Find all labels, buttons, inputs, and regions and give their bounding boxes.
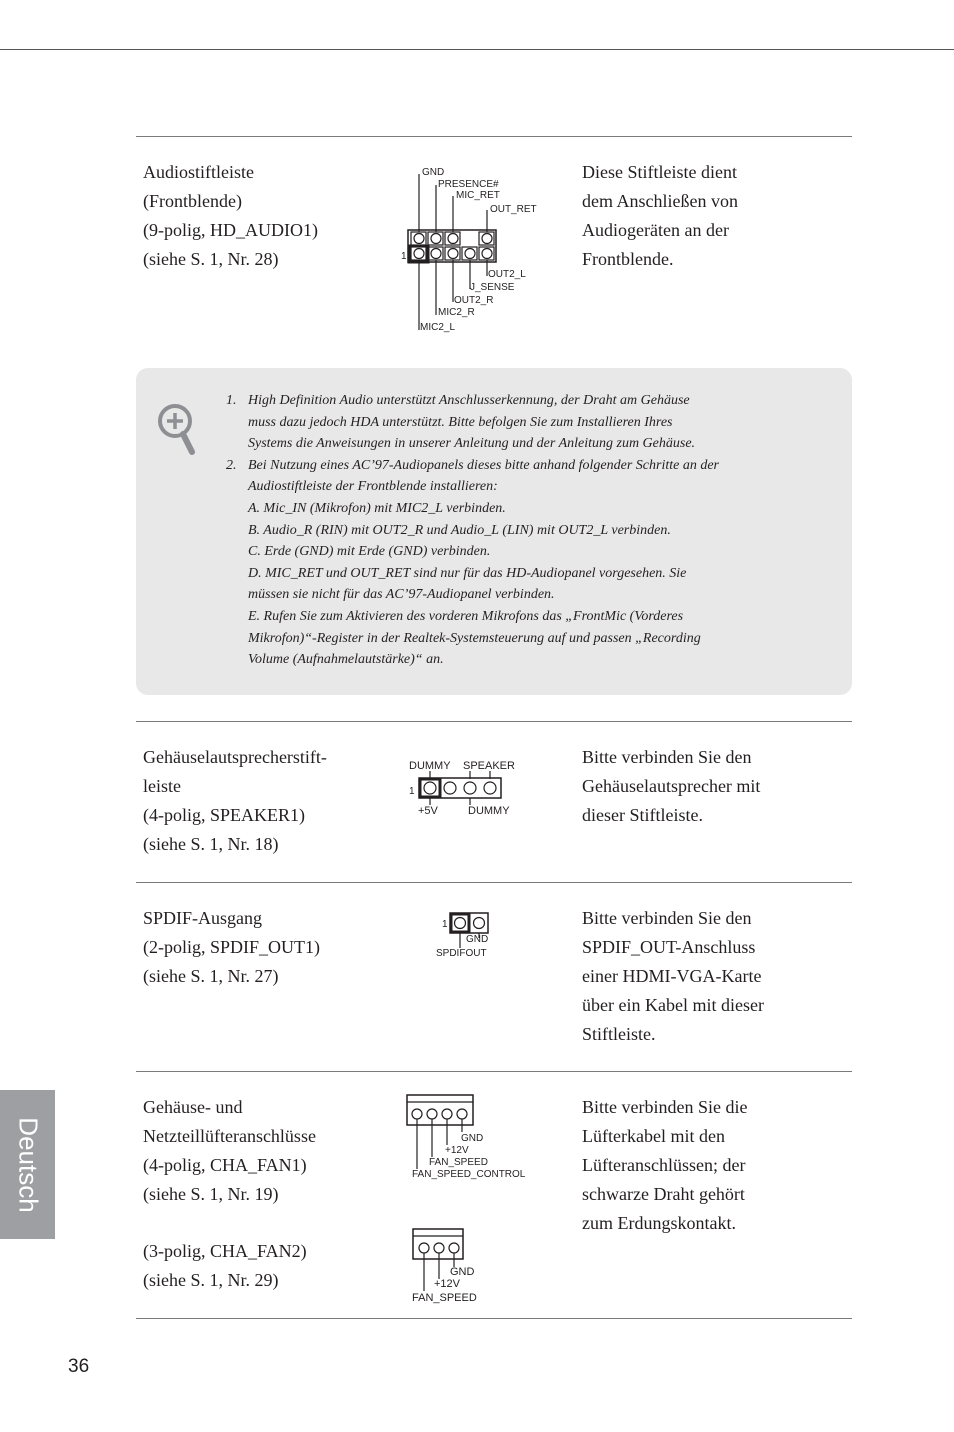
header-rule <box>0 49 954 50</box>
note-list: 1. High Definition Audio unterstützt Anschlusserkennung, der Draht am Gehäuse muss dazu jedoch HDA unterstützt. Bitte befolgen Sie zum Installieren Ihres Systems die Anweisungen in unserer Anleitung und der Anleitung zum Gehäuse. 2. Bei Nutzung eines AC’97-Audiopanels dieses bitte anhand folgender Schritte an der Audiostiftleiste der Frontblende installieren: A. Mic_IN (Mikrofon) mit MIC2_L verbinden. B. Audio_R (RIN) mit OUT2_R und Audio_L (LIN) mit OUT2_L verbinden. C. Erde (GND) mit Erde (GND) verbinden. D. MIC_RET und OUT_RET sind nur für das HD-Audiopanel vorgesehen. Sie müssen sie nicht für das AC’97-Audiopanel verbinden. E. Rufen Sie zum Aktivieren des vorderen Mikrofons das „FrontMic (Vorderes Mikrofon)“-Register in der Realtek-Systemsteuerung auf und passen „Recording Volume (Aufnahmelautstärke)“ an. <box>226 390 719 671</box>
pin1-label: 1 <box>401 251 407 262</box>
spdif-title: SPDIF-Ausgang (2-polig, SPDIF_OUT1) (siehe S. 1, Nr. 27) <box>143 908 321 986</box>
spdif-description: Bitte verbinden Sie den SPDIF_OUT-Anschluss einer HDMI-VGA-Karte über ein Kabel mit dieser Stiftleiste. <box>582 908 764 1044</box>
note-item-1: 1. High Definition Audio unterstützt Anschlusserkennung, der Draht am Gehäuse <box>226 393 690 408</box>
section-divider <box>136 882 852 883</box>
cha-fan2-pin-diagram <box>402 1225 512 1307</box>
pin1-label: 1 <box>442 919 448 930</box>
label-gnd: GND <box>466 934 489 945</box>
label-spdifout: SPDIFOUT <box>436 948 487 959</box>
hd-audio-title: Audiostiftleiste (Frontblende) (9-polig, HD_AUDIO1) (siehe S. 1, Nr. 28) <box>143 162 318 269</box>
label-mic2-r: MIC2_R <box>438 307 475 318</box>
label-out2-l: OUT2_L <box>488 269 526 280</box>
label-gnd: GND <box>422 167 445 178</box>
label-out-ret: OUT_RET <box>490 204 537 215</box>
pin1-label: 1 <box>409 786 415 797</box>
fan-title: Gehäuse- und Netzteillüfteranschlüsse (4-polig, CHA_FAN1) (siehe S. 1, Nr. 19) <box>143 1097 316 1204</box>
label-dummy-2: DUMMY <box>468 805 510 817</box>
label-gnd: GND <box>461 1133 484 1144</box>
label-dummy: DUMMY <box>409 760 451 772</box>
page-number: 36 <box>68 1356 90 1377</box>
speaker-title: Gehäuselautsprecherstift- leiste (4-polig, SPEAKER1) (siehe S. 1, Nr. 18) <box>143 747 327 854</box>
label-out2-r: OUT2_R <box>454 295 494 306</box>
magnifier-plus-icon <box>156 402 200 456</box>
section-divider <box>136 136 852 137</box>
note-item-2: 2. Bei Nutzung eines AC’97-Audiopanels dieses bitte anhand folgender Schritte an der <box>226 457 720 473</box>
label-5v: +5V <box>418 805 438 817</box>
label-mic2-l: MIC2_L <box>420 322 456 333</box>
section-divider <box>136 1071 852 1072</box>
cha-fan1-pin-diagram <box>402 1090 537 1185</box>
label-fan-speed: FAN_SPEED <box>429 1157 488 1168</box>
section-divider <box>136 1318 852 1319</box>
speaker-pin-diagram <box>402 755 532 820</box>
fan2-title: (3-polig, CHA_FAN2) (siehe S. 1, Nr. 29) <box>143 1241 307 1290</box>
label-mic-ret: MIC_RET <box>456 190 500 201</box>
label-12v: +12V <box>434 1278 460 1290</box>
label-j-sense: J_SENSE <box>470 282 515 293</box>
hd-audio-description: Diese Stiftleiste dient dem Anschließen von Audiogeräten an der Frontblende. <box>582 162 738 269</box>
speaker-description: Bitte verbinden Sie den Gehäuselautsprecher mit dieser Stiftleiste. <box>582 747 761 825</box>
label-gnd: GND <box>450 1266 475 1278</box>
language-side-tab: Deutsch <box>0 1090 55 1239</box>
fan-description: Bitte verbinden Sie die Lüfterkabel mit den Lüfteranschlüssen; der schwarze Draht gehört zum Erdungskontakt. <box>582 1097 748 1233</box>
label-fan-speed: FAN_SPEED <box>412 1292 477 1304</box>
hd-audio-pin-diagram <box>398 160 548 335</box>
label-fan-speed-control: FAN_SPEED_CONTROL <box>412 1169 526 1180</box>
label-presence: PRESENCE# <box>438 179 499 190</box>
label-12v: +12V <box>445 1145 469 1156</box>
label-speaker: SPEAKER <box>463 760 515 772</box>
spdif-pin-diagram <box>432 910 502 962</box>
section-divider <box>136 721 852 722</box>
